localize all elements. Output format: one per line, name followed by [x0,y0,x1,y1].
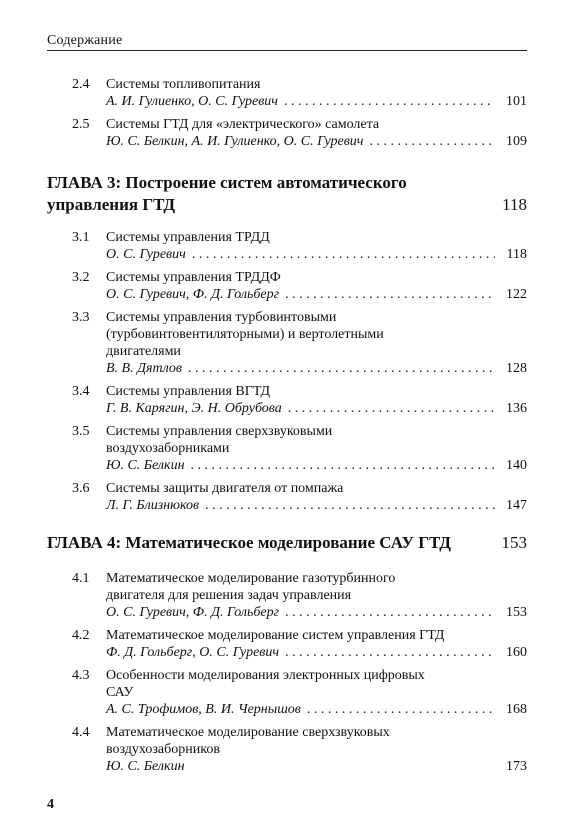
entry-authors: Ю. С. Белкин [106,759,185,774]
chapter-3-heading [47,172,527,216]
entry-number: 3.3 [72,310,90,325]
entry-page: 118 [506,247,527,262]
entry-title-line: Особенности моделирования электронных цифровых [106,668,425,683]
entry-title-line: Математическое моделирование сверхзвуковых [106,725,390,740]
chapter-4-title-line-1: ГЛАВА 4: Математическое моделирование САУ ГТД [47,533,451,552]
entry-authors: О. С. Гуревич, Ф. Д. Гольберг [106,287,280,302]
dot-leader [307,701,495,718]
entry-title-line: Математическое моделирование газотурбинного [106,571,396,586]
entry-number: 2.4 [72,77,90,92]
entry-number: 3.4 [72,384,90,399]
entry-title [106,570,486,604]
entry-title-line: Математическое моделирование систем управления ГТД [106,628,445,643]
entry-title-line: двигателя для решения задач управления [106,588,352,603]
entry-authors-row [106,133,527,150]
entry-page: 168 [506,702,527,717]
chapter-3-page: 118 [502,195,527,214]
dot-leader [369,133,495,150]
entry-title-line: САУ [106,685,134,700]
entry-number: 4.2 [72,628,90,643]
entry-authors: О. С. Гуревич [106,247,186,262]
entry-authors-row [106,400,527,417]
chapter-4-heading [47,532,527,554]
entry-page: 147 [506,498,527,513]
entry-number: 3.5 [72,424,90,439]
dot-leader [288,400,495,417]
entry-title [106,116,486,133]
dot-leader [285,604,495,621]
entry-title [106,229,486,246]
entry-page: 109 [506,134,527,149]
entry-title-line: Системы топливопитания [106,77,261,92]
chapter-3-title-line-2: управления ГТД [47,195,176,214]
entry-authors-row [106,497,527,514]
dot-leader [285,286,495,303]
entry-page: 140 [506,458,527,473]
entry-title [106,269,486,286]
entry-title [106,627,486,644]
entry-page: 101 [506,94,527,109]
entry-authors: Г. В. Карягин, Э. Н. Обрубова [106,401,282,416]
entry-title-line: воздухозаборников [106,742,220,757]
chapter-4-page: 153 [501,533,527,552]
entry-title [106,423,486,457]
entry-number: 2.5 [72,117,90,132]
entry-page: 160 [506,645,527,660]
dot-leader [191,457,495,474]
entry-title-line: Системы управления ТРДД [106,230,270,245]
page-number: 4 [47,797,54,812]
entry-number: 3.1 [72,230,90,245]
entry-title-line: двигателями [106,344,181,359]
entry-number: 4.1 [72,571,90,586]
dot-leader [285,644,495,661]
entry-page: 128 [506,361,527,376]
entry-authors-row [106,758,527,775]
header-rule [47,50,527,51]
entry-page: 153 [506,605,527,620]
entry-title-line: Системы управления ВГТД [106,384,271,399]
entry-title-line: воздухозаборниками [106,441,230,456]
entry-authors-row [106,701,527,718]
entry-title-line: Системы управления турбовинтовыми [106,310,337,325]
entry-authors-row [106,457,527,474]
entry-authors-row [106,286,527,303]
entry-authors: Ю. С. Белкин, А. И. Гулиенко, О. С. Гуревич [106,134,364,149]
chapter-3-title-line-1: ГЛАВА 3: Построение систем автоматического [47,173,407,192]
entry-authors: А. С. Трофимов, В. И. Чернышов [106,702,301,717]
entry-title-line: Системы управления сверхзвуковыми [106,424,333,439]
entry-title [106,480,486,497]
running-header: Содержание [47,33,123,48]
entry-authors: Ю. С. Белкин [106,458,185,473]
entry-title [106,383,486,400]
entry-authors: Л. Г. Близнюков [106,498,200,513]
entry-title-line: Системы защиты двигателя от помпажа [106,481,344,496]
entry-number: 3.2 [72,270,90,285]
entry-number: 4.4 [72,725,90,740]
entry-page: 173 [506,759,527,774]
entry-authors-row [106,246,527,263]
entry-authors: В. В. Дятлов [106,361,182,376]
entry-authors-row [106,93,527,110]
dot-leader [188,360,495,377]
entry-authors-row [106,360,527,377]
entry-number: 3.6 [72,481,90,496]
entry-title [106,667,486,701]
entry-title [106,309,486,360]
entry-title [106,76,486,93]
entry-number: 4.3 [72,668,90,683]
entry-page: 136 [506,401,527,416]
dot-leader [192,246,495,263]
entry-title-line: Системы управления ТРДДФ [106,270,281,285]
entry-title [106,724,486,758]
entry-title-line: (турбовинтовентиляторными) и вертолетными [106,327,384,342]
entry-authors: О. С. Гуревич, Ф. Д. Гольберг [106,605,280,620]
entry-authors-row [106,644,527,661]
entry-page: 122 [506,287,527,302]
entry-authors: А. И. Гулиенко, О. С. Гуревич [106,94,278,109]
entry-authors: Ф. Д. Гольберг, О. С. Гуревич [106,645,280,660]
entry-authors-row [106,604,527,621]
dot-leader [284,93,495,110]
entry-title-line: Системы ГТД для «электрического» самолета [106,117,380,132]
dot-leader [205,497,495,514]
